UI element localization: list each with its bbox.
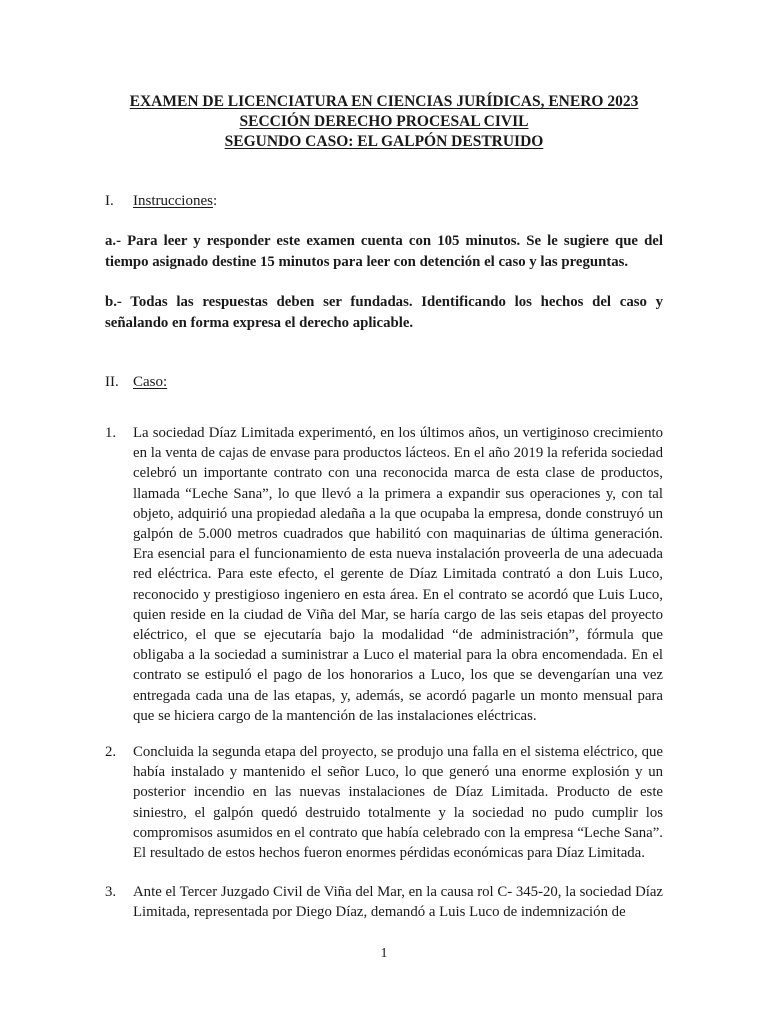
case-heading — [105, 372, 167, 392]
instructions-label: Instrucciones — [133, 193, 213, 209]
instruction-a: a.- Para leer y responder este examen cuenta con 105 minutos. Se le sugiere que del tiempo asignado destine 15 minutos para leer con detención el caso y las preguntas. — [105, 233, 663, 270]
case-title: SEGUNDO CASO: EL GALPÓN DESTRUIDO — [224, 133, 544, 150]
case-item-2 — [105, 742, 663, 863]
instructions-heading — [105, 191, 217, 211]
exam-title: EXAMEN DE LICENCIATURA EN CIENCIAS JURÍDICAS, ENERO 2023 — [129, 93, 639, 110]
instructions-number: I. — [105, 193, 114, 209]
case-item-text: Concluida la segunda etapa del proyecto, se produjo una falla en el sistema eléctrico, que había instalado y mantenido el señor Luco, lo que generó una enorme explosión y un posterior incendio en las nuevas instalaciones de Díaz Limitada. Producto de este siniestro, el galpón quedó destruido totalmente y la sociedad no pudo cumplir los compromisos asumidos en el contrato que había celebrado con la empresa “Leche Sana”. El resultado de estos hechos fueron enormes pérdidas económicas para Díaz Limitada. — [133, 744, 663, 862]
page-number: 1 — [380, 946, 388, 961]
case-item-3 — [105, 882, 663, 922]
case-item-text: La sociedad Díaz Limitada experimentó, en los últimos años, un vertiginoso crecimiento en la venta de cajas de envase para productos lácteos. En el año 2019 la referida sociedad celebró un importante contrato con una reconocida marca de esta clase de productos, llamada “Leche Sana”, lo que llevó a la primera a expandir sus operaciones y, con tal objeto, adquirió una propiedad aledaña a la que ocupaba la empresa, donde construyó un galpón de 5.000 metros cuadrados que habilitó con maquinarias de última generación. Era esencial para el funcionamiento de esta nueva instalación proveerla de una adecuada red eléctrica. Para este efecto, el gerente de Díaz Limitada contrató a don Luis Luco, reconocido y prestigioso ingeniero en esta área. En el contrato se acordó que Luis Luco, quien reside en la ciudad de Viña del Mar, se haría cargo de las seis etapas del proyecto eléctrico, el que se ejecutaría bajo la modalidad “de administración”, fórmula que obligaba a la sociedad a suministrar a Luco el material para la obra encomendada. En el contrato se estipuló el pago de los honorarios a Luco, los que se devengarían una vez entregada cada una de las etapas, y, además, se acordó pagarle un monto mensual para que se hiciera cargo de la mantención de las instalaciones eléctricas. — [133, 425, 663, 724]
instructions-colon: : — [212, 193, 218, 209]
instruction-b: b.- Todas las respuestas deben ser fundadas. Identificando los hechos del caso y señalando en forma expresa el derecho aplicable. — [105, 294, 663, 331]
exam-title-block — [0, 92, 768, 152]
case-item-1 — [105, 423, 663, 726]
section-title: SECCIÓN DERECHO PROCESAL CIVIL — [239, 113, 529, 130]
case-label: Caso: — [133, 374, 168, 390]
case-item-number: 3. — [105, 884, 117, 900]
case-item-number: 1. — [105, 425, 117, 441]
case-item-text: Ante el Tercer Juzgado Civil de Viña del Mar, en la causa rol C- 345-20, la sociedad Díaz Limitada, representada por Diego Díaz, demandó a Luis Luco de indemnización de — [133, 884, 663, 921]
case-number: II. — [105, 374, 119, 390]
case-item-number: 2. — [105, 744, 117, 760]
